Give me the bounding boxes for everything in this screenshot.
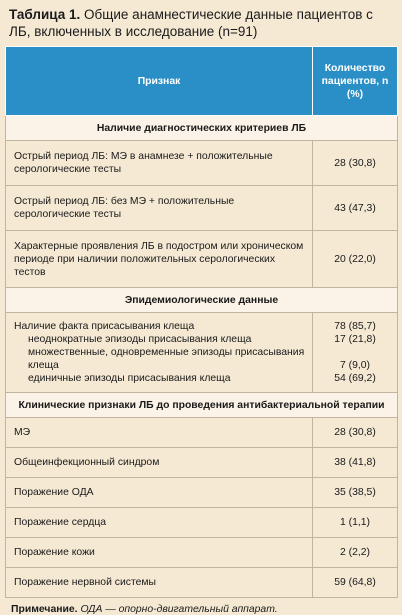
row-value: 20 (22,0) bbox=[313, 231, 398, 288]
note-label: Примечание. bbox=[11, 604, 78, 615]
row-value: 59 (64,8) bbox=[313, 568, 398, 598]
row-label: Острый период ЛБ: без МЭ + положительные серологические тесты bbox=[6, 186, 313, 231]
table-row bbox=[6, 448, 398, 478]
tick-value-multiple: 7 (9,0) bbox=[339, 360, 371, 371]
table-note bbox=[11, 604, 397, 615]
table-row bbox=[6, 186, 398, 231]
table-title: Общие анамнестические данные пациентов с ЛБ, включенных в исследование (n=91) bbox=[9, 7, 373, 39]
table-row bbox=[6, 478, 398, 508]
row-label: Острый период ЛБ: МЭ в анамнезе + положительные серологические тесты bbox=[6, 141, 313, 186]
table-number: Таблица 1. bbox=[9, 7, 81, 22]
row-label: Поражение сердца bbox=[6, 508, 313, 538]
header-count: Количество пациентов, n (%) bbox=[313, 47, 398, 116]
tick-label-main: Наличие факта присасывания клеща bbox=[14, 321, 195, 332]
row-value: 1 (1,1) bbox=[313, 508, 398, 538]
table-row-tick bbox=[6, 313, 398, 393]
tick-value-main: 78 (85,7) bbox=[334, 321, 376, 332]
section-title-criteria: Наличие диагностических критериев ЛБ bbox=[6, 116, 398, 141]
row-label: Характерные проявления ЛБ в подостром или хроническом периоде при наличии положительных серологических тестов bbox=[6, 231, 313, 288]
section-row bbox=[6, 393, 398, 418]
row-value: 43 (47,3) bbox=[313, 186, 398, 231]
table-row bbox=[6, 568, 398, 598]
row-label: Поражение нервной системы bbox=[6, 568, 313, 598]
row-label: МЭ bbox=[6, 418, 313, 448]
row-value: 28 (30,8) bbox=[313, 141, 398, 186]
tick-value-single: 54 (69,2) bbox=[334, 373, 376, 384]
table-row bbox=[6, 538, 398, 568]
tick-label-repeated: неоднократные эпизоды присасывания клеща bbox=[28, 334, 252, 345]
note-text: ОДА — опорно-двигательный аппарат. bbox=[80, 604, 278, 615]
section-title-epidemiology: Эпидемиологические данные bbox=[6, 288, 398, 313]
row-value: 28 (30,8) bbox=[313, 418, 398, 448]
tick-value-repeated: 17 (21,8) bbox=[334, 334, 376, 345]
row-label: Поражение кожи bbox=[6, 538, 313, 568]
tick-label-multiple: множественные, одновременные эпизоды присасывания клеща bbox=[28, 347, 305, 371]
section-title-clinical: Клинические признаки ЛБ до проведения антибактериальной терапии bbox=[6, 393, 398, 418]
table-row bbox=[6, 508, 398, 538]
tick-labels bbox=[6, 313, 313, 393]
section-row bbox=[6, 288, 398, 313]
row-value: 35 (38,5) bbox=[313, 478, 398, 508]
table-row bbox=[6, 418, 398, 448]
row-label: Поражение ОДА bbox=[6, 478, 313, 508]
patients-table bbox=[5, 46, 398, 598]
row-value: 2 (2,2) bbox=[313, 538, 398, 568]
tick-label-single: единичные эпизоды присасывания клеща bbox=[28, 373, 231, 384]
section-row bbox=[6, 116, 398, 141]
table-row bbox=[6, 141, 398, 186]
table-header-row bbox=[6, 47, 398, 116]
row-value: 38 (41,8) bbox=[313, 448, 398, 478]
header-feature: Признак bbox=[6, 47, 313, 116]
table-caption bbox=[9, 6, 397, 40]
tick-values bbox=[313, 313, 398, 393]
table-row bbox=[6, 231, 398, 288]
row-label: Общеинфекционный синдром bbox=[6, 448, 313, 478]
